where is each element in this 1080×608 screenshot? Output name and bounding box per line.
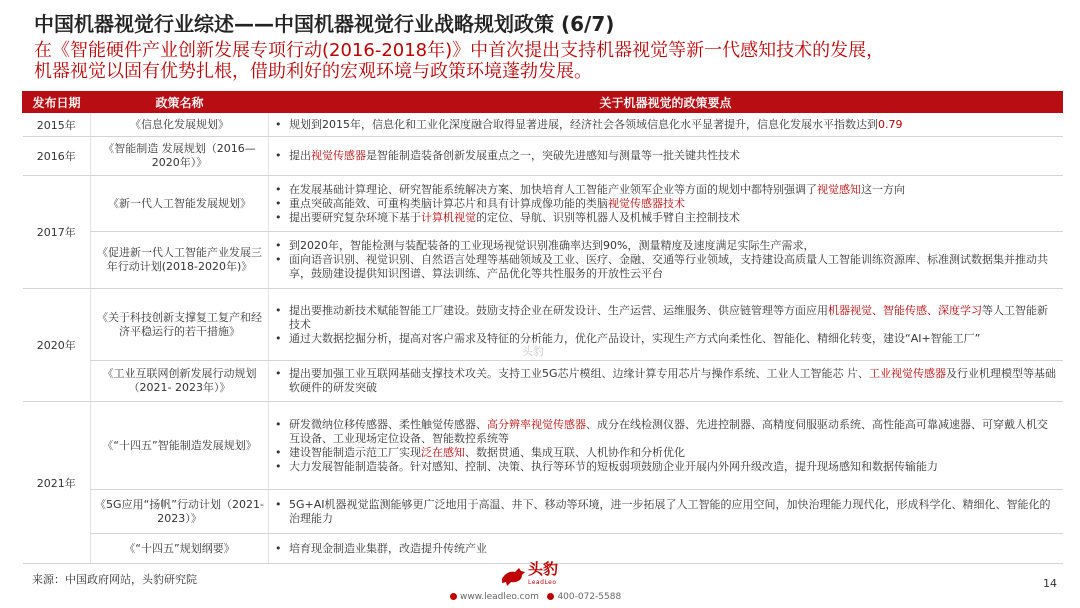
table-row: [23, 361, 1063, 402]
policy-name: 《5G应用“扬帆”行动计划（2021-2023）》: [91, 490, 269, 534]
policy-point: • 大力发展智能制造装备。针对感知、控制、决策、执行等环节的短板弱项鼓励企业开展内外网升级改造，提升现场感知和数据传输能力: [275, 459, 938, 473]
policy-point: • 研发微纳位移传感器、柔性触觉传感器、高分辨率视觉传感器、成分在线检测仪器、先进控制器、高精度伺服驱动系统、高性能高可靠减速器、可穿戴人机交互设备、工业现场定位设备、智能数控系统等: [275, 417, 1048, 445]
table-row: [23, 402, 1063, 490]
policy-point: • 面向语音识别、视觉识别、自然语言处理等基础领域及工业、医疗、金融、交通等行业领域，支持建设高质量人工智能训练资源库、标准测试数据集并推动共享，鼓励建设提供知识图谱、算法训练、产品优化等共性服务的开放性云平台: [275, 253, 1048, 280]
table-row: [23, 137, 1063, 176]
header-date: 发布日期: [23, 92, 91, 113]
policy-point: • 重点突破高能效、可重构类脑计算芯片和具有计算成像功能的类脑视觉传感器技术: [275, 196, 685, 210]
date-cell: 2021年: [23, 402, 91, 564]
policy-points: [269, 232, 1063, 289]
brand-logo: [500, 562, 558, 590]
page-title: 中国机器视觉行业综述——中国机器视觉行业战略规划政策 (6/7): [34, 12, 615, 36]
date-cell: 2017年: [23, 176, 91, 289]
source-note: 来源：中国政府网站，头豹研究院: [32, 573, 197, 586]
policy-point: • 提出视觉传感器是智能制造装备创新发展重点之一，突破先进感知与测量等一批关键共性技术: [275, 149, 740, 162]
policy-point: • 到2020年，智能检测与装配装备的工业现场视觉识别准确率达到90%，测量精度及速度满足实际生产需求，: [275, 239, 815, 252]
policy-points: [269, 490, 1063, 534]
policy-table: [22, 91, 1063, 564]
table-header-row: [23, 92, 1063, 113]
date-cell: 2020年: [23, 289, 91, 402]
page-subtitle: [34, 40, 1074, 82]
policy-name: 《关于科技创新支撑复工复产和经济平稳运行的若干措施》: [91, 289, 269, 361]
policy-points: [269, 361, 1063, 402]
policy-name: 《新一代人工智能发展规划》: [91, 176, 269, 232]
web-icon: [450, 593, 457, 600]
policy-name: 《信息化发展规划》: [91, 113, 269, 137]
page-number: 14: [1043, 577, 1057, 590]
website-link[interactable]: www.leadleo.com: [460, 592, 539, 602]
policy-name: 《工业互联网创新发展行动规划（2021- 2023年）》: [91, 361, 269, 402]
policy-name: 《“十四五”规划纲要》: [91, 534, 269, 564]
policy-point: • 在发展基础计算理论、研究智能系统解决方案、加快培育人工智能产业领军企业等方面的规划中都特别强调了视觉感知这一方向: [275, 182, 905, 196]
policy-point: • 提出要研究复杂环境下基于计算机视觉的定位、导航、识别等机器人及机械手臂自主控制技术: [275, 210, 740, 224]
policy-point: • 建设智能制造示范工厂实现泛在感知、数据贯通、集成互联、人机协作和分析优化: [275, 445, 685, 459]
policy-point: • 提出要加强工业互联网基础支撑技术攻关。支持工业5G芯片模组、边缘计算专用芯片与操作系统、工业人工智能芯 片、工业视觉传感器及行业机理模型等基础软硬件的研发突破: [275, 367, 1057, 394]
table-row: [23, 534, 1063, 564]
leopard-logo-icon: [500, 565, 526, 587]
policy-point: • 培育现金制造业集群，改造提升传统产业: [275, 541, 487, 555]
policy-points: [269, 402, 1063, 490]
brand-name: 头豹 LeadLeo: [528, 562, 558, 590]
table-row: [23, 113, 1063, 137]
policy-points: [269, 137, 1063, 176]
policy-name: 《促进新一代人工智能产业发展三年行动计划(2018-2020年)》: [91, 232, 269, 289]
subtitle-line-2: 机器视觉以固有优势扎根，借助利好的宏观环境与政策环境蓬勃发展。: [34, 61, 592, 82]
subtitle-line-1: 在《智能硬件产业创新发展专项行动(2016-2018年)》中首次提出支持机器视觉等新一代感知技术的发展，: [34, 40, 885, 61]
contact-info: [450, 592, 621, 602]
phone-icon: [547, 593, 554, 600]
table-row: [23, 490, 1063, 534]
header-points: 关于机器视觉的政策要点: [269, 92, 1063, 113]
date-cell: 2016年: [23, 137, 91, 176]
table-row: [23, 176, 1063, 232]
policy-points: [269, 176, 1063, 232]
policy-points: [269, 534, 1063, 564]
policy-point: • 提出要推动新技术赋能智能工厂建设。鼓励支持企业在研发设计、生产运营、运维服务、供应链管理等方面应用机器视觉、智能传感、深度学习等人工智能新技术: [275, 303, 1048, 331]
policy-name: 《“十四五”智能制造发展规划》: [91, 402, 269, 490]
watermark: 头豹: [522, 345, 544, 358]
policy-point: • 规划到2015年，信息化和工业化深度融合取得显著进展，经济社会各领域信息化水平显著提升，信息化发展水平指数达到0.79: [275, 117, 903, 131]
policy-point: • 5G+AI机器视觉监测能够更广泛地用于高温、井下、移动等环境，进一步拓展了人工智能的应用空间，加快治理能力现代化，形成科学化、精细化、智能化的治理能力: [275, 497, 1051, 525]
bullet-icon: •: [275, 117, 282, 131]
bullet-icon: •: [275, 149, 282, 162]
policy-points: [269, 289, 1063, 361]
policy-points: [269, 113, 1063, 137]
policy-point: • 通过大数据挖掘分析，提高对客户需求及特征的分析能力，优化产品设计，实现生产方式向柔性化、智能化、精细化转变，建设“AI+智能工厂”: [275, 331, 981, 345]
date-cell: 2015年: [23, 113, 91, 137]
policy-name: 《智能制造 发展规划（2016— 2020年）》: [91, 137, 269, 176]
phone-number: 400-072-5588: [557, 592, 622, 602]
table-row: [23, 232, 1063, 289]
brand-sub: LeadLeo: [528, 579, 557, 586]
header-name: 政策名称: [91, 92, 269, 113]
